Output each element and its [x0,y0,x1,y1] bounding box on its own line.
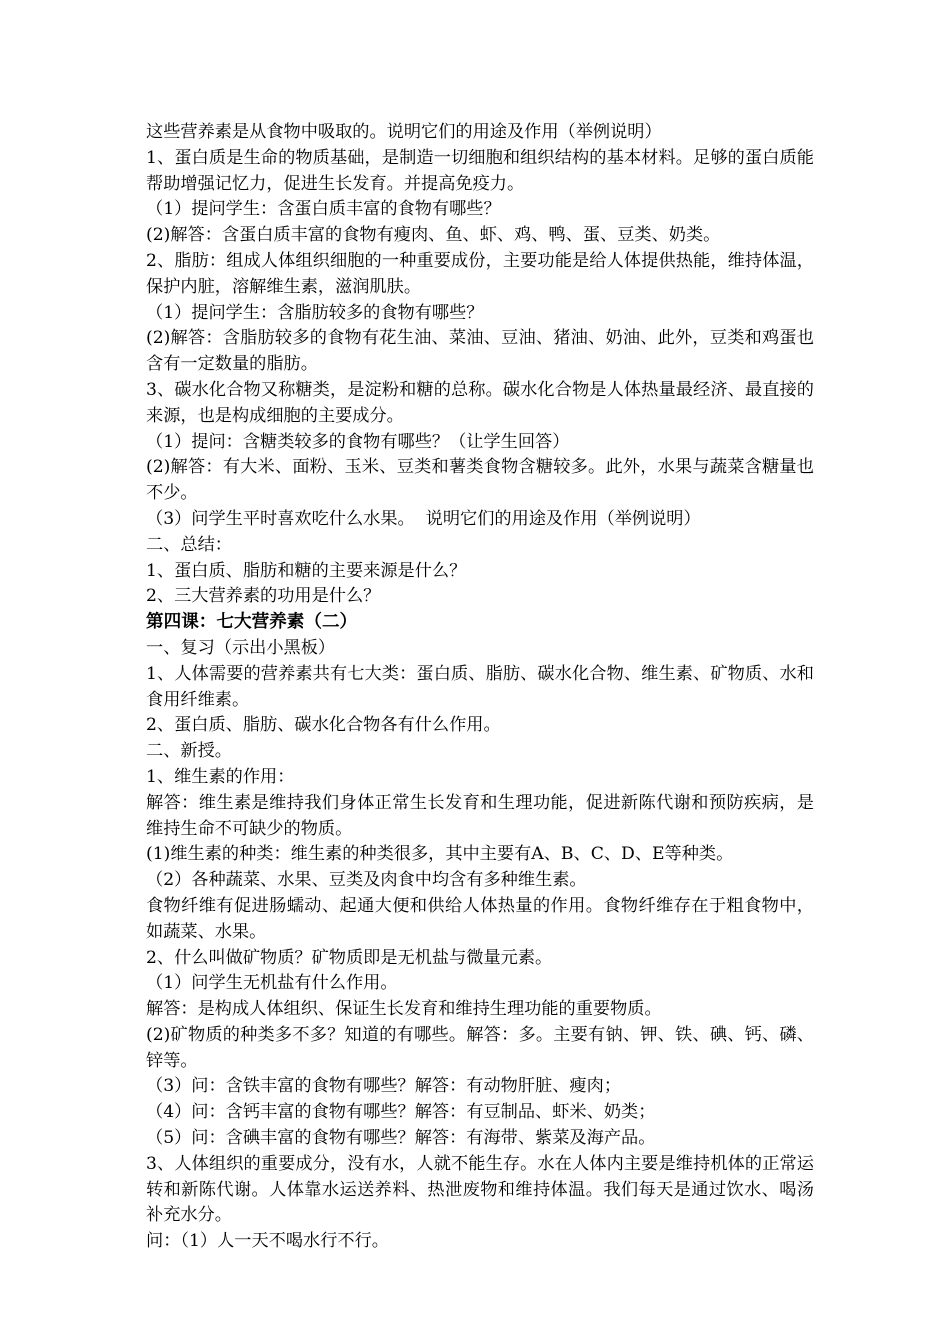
paragraph: 解答：是构成人体组织、保证生长发育和维持生理功能的重要物质。 [146,999,662,1020]
paragraph: (1)维生素的种类：维生素的种类很多，其中主要有A、B、C、D、E等种类。 [146,844,734,865]
paragraph: 3、碳水化合物又称糖类，是淀粉和糖的总称。碳水化合物是人体热量最经济、最直接的来源，也是构成细胞的主要成分。 [146,379,814,426]
paragraph: 1、维生素的作用： [146,766,295,787]
paragraph: 2、脂肪：组成人体组织细胞的一种重要成份，主要功能是给人体提供热能，维持体温，保护内脏，溶解维生素，滋润肌肤。 [146,250,814,297]
paragraph: （4）问：含钙丰富的食物有哪些？解答：有豆制品、虾米、奶类； [146,1102,656,1123]
paragraph: （2）各种蔬菜、水果、豆类及肉食中均含有多种维生素。 [146,870,587,891]
lesson-title: 第四课：七大营养素（二） [146,612,358,633]
paragraph: 2、蛋白质、脂肪、碳水化合物各有什么作用。 [146,715,501,736]
paragraph: 这些营养素是从食物中吸取的。说明它们的用途及作用（举例说明） [146,122,662,142]
paragraph: （1）提问学生：含脂肪较多的食物有哪些？ [146,302,484,323]
paragraph: 问：（1）人一天不喝水行不行。 [146,1231,389,1252]
section-heading: 一、复习（示出小黑板） [146,637,336,658]
paragraph: (2)解答：含脂肪较多的食物有花生油、菜油、豆油、猪油、奶油、此外，豆类和鸡蛋也含有一定数量的脂肪。 [146,328,814,375]
paragraph: 1、蛋白质、脂肪和糖的主要来源是什么？ [146,560,467,581]
paragraph: 1、人体需要的营养素共有七大类：蛋白质、脂肪、碳水化合物、维生素、矿物质、水和食用纤维素。 [146,663,814,710]
paragraph: （1）提问：含糖类较多的食物有哪些？（让学生回答） [146,431,570,452]
paragraph: （3）问：含铁丰富的食物有哪些？解答：有动物肝脏、瘦肉； [146,1076,622,1097]
paragraph: 1、蛋白质是生命的物质基础，是制造一切细胞和组织结构的基本材料。足够的蛋白质能帮助增强记忆力，促进生长发育。并提高免疫力。 [146,147,814,194]
section-heading: 二、总结： [146,534,232,555]
paragraph: (2)解答：含蛋白质丰富的食物有瘦肉、鱼、虾、鸡、鸭、蛋、豆类、奶类。 [146,225,721,246]
paragraph: 3、人体组织的重要成分，没有水，人就不能生存。水在人体内主要是维持机体的正常运转和新陈代谢。人体靠水运送养料、热泄废物和维持体温。我们每天是通过饮水、喝汤补充水分。 [146,1153,814,1226]
section-heading: 二、新授。 [146,741,232,762]
paragraph: (2)解答：有大米、面粉、玉米、豆类和薯类食物含糖较多。此外，水果与蔬菜含糖量也不少。 [146,457,814,504]
paragraph: 食物纤维有促进肠蠕动、起通大便和供给人体热量的作用。食物纤维存在于粗食物中，如蔬菜、水果。 [146,895,814,942]
paragraph: 解答：维生素是维持我们身体正常生长发育和生理功能，促进新陈代谢和预防疾病，是维持生命不可缺少的物质。 [146,792,814,839]
paragraph: 2、什么叫做矿物质？矿物质即是无机盐与微量元素。 [146,947,553,968]
paragraph: （1）提问学生：含蛋白质丰富的食物有哪些？ [146,199,501,220]
paragraph: （3）问学生平时喜欢吃什么水果。 说明它们的用途及作用（举例说明） [146,508,701,529]
paragraph: 2、三大营养素的功用是什么？ [146,586,381,607]
document-page [146,120,814,1255]
paragraph: （1）问学生无机盐有什么作用。 [146,973,398,994]
paragraph: (2)矿物质的种类多不多？知道的有哪些。解答：多。主要有钠、钾、铁、碘、钙、磷、锌等。 [146,1024,814,1071]
paragraph: （5）问：含碘丰富的食物有哪些？解答：有海带、紫菜及海产品。 [146,1128,656,1149]
